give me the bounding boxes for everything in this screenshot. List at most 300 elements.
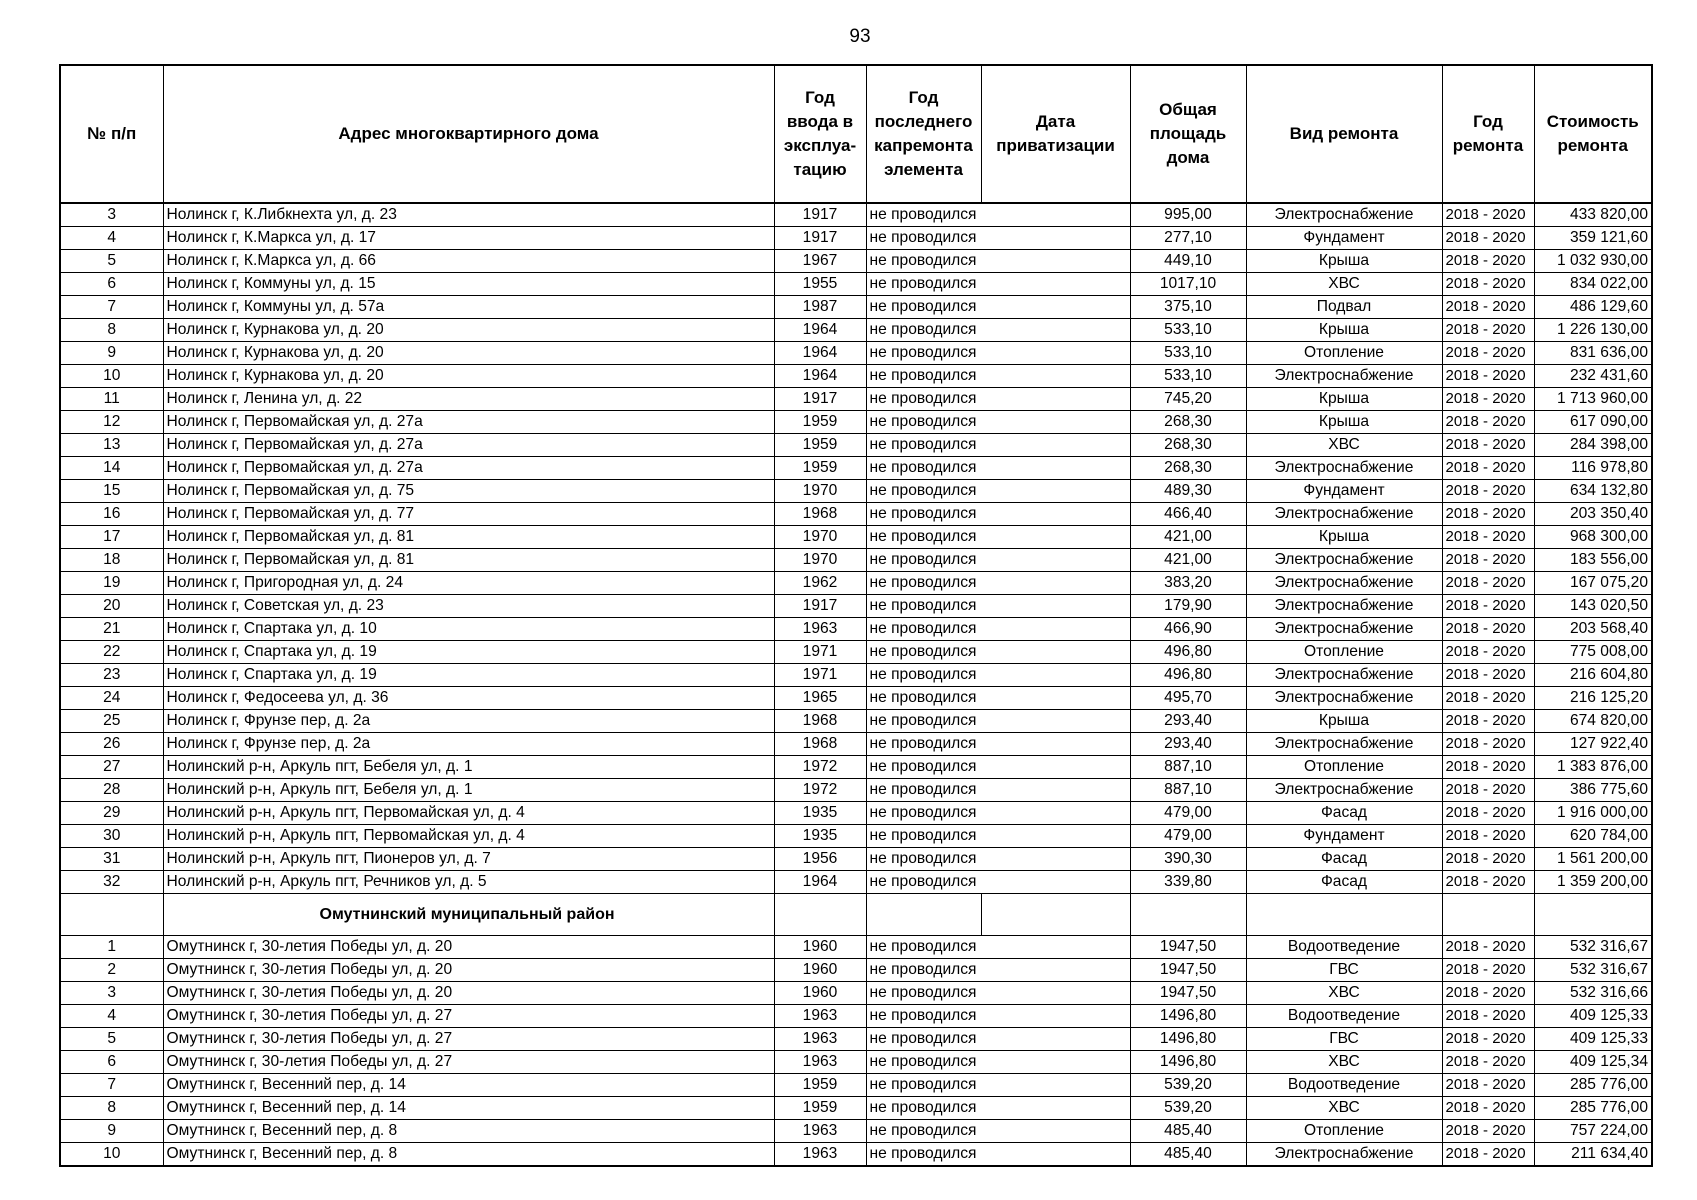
table-row — [60, 203, 1652, 227]
table-row — [60, 1143, 1652, 1167]
row-repair-year: 2018 - 2020 — [1442, 1097, 1534, 1120]
row-cost: 1 032 930,00 — [1534, 250, 1652, 273]
row-year-built: 1970 — [774, 526, 866, 549]
row-last-repair: не проводился — [866, 959, 981, 982]
row-repair-year: 2018 - 2020 — [1442, 733, 1534, 756]
row-cost: 674 820,00 — [1534, 710, 1652, 733]
row-repair-type: Крыша — [1246, 526, 1442, 549]
row-cost: 203 350,40 — [1534, 503, 1652, 526]
row-area: 277,10 — [1130, 227, 1246, 250]
table-row — [60, 434, 1652, 457]
header-cost: Стоимость ремонта — [1534, 65, 1652, 203]
row-repair-year: 2018 - 2020 — [1442, 825, 1534, 848]
row-address: Нолинск г, К.Маркса ул, д. 66 — [163, 250, 774, 273]
row-year-built: 1964 — [774, 871, 866, 894]
row-cost: 968 300,00 — [1534, 526, 1652, 549]
row-last-repair: не проводился — [866, 802, 981, 825]
row-num: 13 — [60, 434, 163, 457]
row-privatization — [981, 365, 1130, 388]
row-address: Нолинск г, Фрунзе пер, д. 2а — [163, 710, 774, 733]
row-privatization — [981, 618, 1130, 641]
row-privatization — [981, 710, 1130, 733]
row-area: 995,00 — [1130, 203, 1246, 227]
table-row — [60, 848, 1652, 871]
row-cost: 617 090,00 — [1534, 411, 1652, 434]
row-last-repair: не проводился — [866, 756, 981, 779]
row-cost: 433 820,00 — [1534, 203, 1652, 227]
row-num: 24 — [60, 687, 163, 710]
row-repair-year: 2018 - 2020 — [1442, 756, 1534, 779]
row-repair-year: 2018 - 2020 — [1442, 296, 1534, 319]
row-cost: 216 604,80 — [1534, 664, 1652, 687]
row-area: 533,10 — [1130, 365, 1246, 388]
row-address: Нолинск г, Коммуны ул, д. 57а — [163, 296, 774, 319]
row-cost: 116 978,80 — [1534, 457, 1652, 480]
row-address: Омутнинск г, Весенний пер, д. 14 — [163, 1097, 774, 1120]
row-repair-year: 2018 - 2020 — [1442, 959, 1534, 982]
table-row — [60, 227, 1652, 250]
table-row — [60, 1028, 1652, 1051]
row-last-repair: не проводился — [866, 480, 981, 503]
section-row-group — [60, 894, 1652, 936]
row-num: 21 — [60, 618, 163, 641]
table-row — [60, 296, 1652, 319]
row-repair-year: 2018 - 2020 — [1442, 1051, 1534, 1074]
row-repair-type: ХВС — [1246, 434, 1442, 457]
row-last-repair: не проводился — [866, 618, 981, 641]
table-row — [60, 1005, 1652, 1028]
row-area: 293,40 — [1130, 733, 1246, 756]
row-year-built: 1960 — [774, 936, 866, 959]
row-num: 9 — [60, 342, 163, 365]
row-repair-year: 2018 - 2020 — [1442, 457, 1534, 480]
section-blank-cost — [1534, 894, 1652, 936]
row-privatization — [981, 1120, 1130, 1143]
row-address: Нолинск г, Первомайская ул, д. 81 — [163, 549, 774, 572]
row-privatization — [981, 296, 1130, 319]
row-privatization — [981, 959, 1130, 982]
row-repair-type: ХВС — [1246, 273, 1442, 296]
row-year-built: 1959 — [774, 1097, 866, 1120]
row-repair-type: Фасад — [1246, 802, 1442, 825]
row-num: 31 — [60, 848, 163, 871]
row-cost: 532 316,66 — [1534, 982, 1652, 1005]
row-area: 533,10 — [1130, 342, 1246, 365]
row-num: 10 — [60, 1143, 163, 1167]
row-repair-year: 2018 - 2020 — [1442, 365, 1534, 388]
row-privatization — [981, 664, 1130, 687]
row-repair-year: 2018 - 2020 — [1442, 434, 1534, 457]
row-last-repair: не проводился — [866, 411, 981, 434]
row-last-repair: не проводился — [866, 296, 981, 319]
row-address: Омутнинск г, 30-летия Победы ул, д. 20 — [163, 936, 774, 959]
table-row — [60, 342, 1652, 365]
row-last-repair: не проводился — [866, 457, 981, 480]
row-area: 390,30 — [1130, 848, 1246, 871]
row-year-built: 1962 — [774, 572, 866, 595]
row-last-repair: не проводился — [866, 1143, 981, 1167]
row-privatization — [981, 572, 1130, 595]
row-repair-year: 2018 - 2020 — [1442, 664, 1534, 687]
row-privatization — [981, 871, 1130, 894]
table-row — [60, 526, 1652, 549]
row-last-repair: не проводился — [866, 1028, 981, 1051]
row-cost: 620 784,00 — [1534, 825, 1652, 848]
table-row — [60, 480, 1652, 503]
row-num: 20 — [60, 595, 163, 618]
row-num: 27 — [60, 756, 163, 779]
row-num: 22 — [60, 641, 163, 664]
row-area: 466,40 — [1130, 503, 1246, 526]
row-area: 421,00 — [1130, 526, 1246, 549]
row-repair-type: Отопление — [1246, 342, 1442, 365]
row-area: 268,30 — [1130, 411, 1246, 434]
row-last-repair: не проводился — [866, 1120, 981, 1143]
row-cost: 143 020,50 — [1534, 595, 1652, 618]
table-row — [60, 871, 1652, 894]
row-privatization — [981, 250, 1130, 273]
row-area: 1947,50 — [1130, 936, 1246, 959]
row-num: 8 — [60, 1097, 163, 1120]
row-repair-type: Водоотведение — [1246, 1074, 1442, 1097]
row-repair-year: 2018 - 2020 — [1442, 1005, 1534, 1028]
row-repair-year: 2018 - 2020 — [1442, 273, 1534, 296]
row-num: 26 — [60, 733, 163, 756]
row-area: 1496,80 — [1130, 1005, 1246, 1028]
row-year-built: 1967 — [774, 250, 866, 273]
table-row — [60, 733, 1652, 756]
row-address: Нолинск г, К.Либкнехта ул, д. 23 — [163, 203, 774, 227]
header-address: Адрес многоквартирного дома — [163, 65, 774, 203]
row-address: Нолинск г, Первомайская ул, д. 77 — [163, 503, 774, 526]
row-privatization — [981, 227, 1130, 250]
row-num: 4 — [60, 1005, 163, 1028]
row-area: 449,10 — [1130, 250, 1246, 273]
table-row — [60, 319, 1652, 342]
row-repair-type: Водоотведение — [1246, 936, 1442, 959]
section-blank-last — [866, 894, 981, 936]
row-year-built: 1963 — [774, 1120, 866, 1143]
row-repair-type: Водоотведение — [1246, 1005, 1442, 1028]
row-area: 479,00 — [1130, 825, 1246, 848]
table-row — [60, 1120, 1652, 1143]
row-year-built: 1964 — [774, 342, 866, 365]
row-area: 466,90 — [1130, 618, 1246, 641]
row-repair-type: Электроснабжение — [1246, 572, 1442, 595]
row-area: 485,40 — [1130, 1120, 1246, 1143]
row-year-built: 1963 — [774, 1005, 866, 1028]
row-privatization — [981, 733, 1130, 756]
row-cost: 532 316,67 — [1534, 936, 1652, 959]
row-cost: 285 776,00 — [1534, 1097, 1652, 1120]
row-address: Нолинск г, Фрунзе пер, д. 2а — [163, 733, 774, 756]
row-last-repair: не проводился — [866, 549, 981, 572]
row-area: 375,10 — [1130, 296, 1246, 319]
row-year-built: 1960 — [774, 959, 866, 982]
row-year-built: 1963 — [774, 1051, 866, 1074]
row-area: 1947,50 — [1130, 982, 1246, 1005]
row-repair-year: 2018 - 2020 — [1442, 411, 1534, 434]
row-repair-year: 2018 - 2020 — [1442, 802, 1534, 825]
row-last-repair: не проводился — [866, 434, 981, 457]
row-repair-type: Фундамент — [1246, 480, 1442, 503]
row-area: 1496,80 — [1130, 1028, 1246, 1051]
row-year-built: 1972 — [774, 756, 866, 779]
header-last-repair: Год последнего капремонта элемента — [866, 65, 981, 203]
row-repair-type: Электроснабжение — [1246, 687, 1442, 710]
row-privatization — [981, 1028, 1130, 1051]
row-privatization — [981, 687, 1130, 710]
row-last-repair: не проводился — [866, 203, 981, 227]
row-num: 14 — [60, 457, 163, 480]
row-privatization — [981, 457, 1130, 480]
row-address: Нолинск г, Спартака ул, д. 10 — [163, 618, 774, 641]
row-privatization — [981, 1143, 1130, 1167]
row-year-built: 1963 — [774, 1028, 866, 1051]
row-repair-year: 2018 - 2020 — [1442, 388, 1534, 411]
table-body-part2 — [60, 936, 1652, 1167]
row-privatization — [981, 1051, 1130, 1074]
row-last-repair: не проводился — [866, 779, 981, 802]
row-year-built: 1971 — [774, 664, 866, 687]
row-last-repair: не проводился — [866, 1097, 981, 1120]
row-num: 6 — [60, 1051, 163, 1074]
row-last-repair: не проводился — [866, 710, 981, 733]
row-repair-type: Электроснабжение — [1246, 203, 1442, 227]
row-address: Нолинский р-н, Аркуль пгт, Бебеля ул, д. 1 — [163, 756, 774, 779]
row-area: 479,00 — [1130, 802, 1246, 825]
row-year-built: 1917 — [774, 595, 866, 618]
row-privatization — [981, 936, 1130, 959]
row-area: 539,20 — [1130, 1074, 1246, 1097]
row-repair-type: ХВС — [1246, 1051, 1442, 1074]
row-address: Омутнинск г, 30-летия Победы ул, д. 27 — [163, 1028, 774, 1051]
repair-table — [59, 64, 1653, 1167]
row-area: 495,70 — [1130, 687, 1246, 710]
row-last-repair: не проводился — [866, 848, 981, 871]
row-address: Нолинск г, Спартака ул, д. 19 — [163, 641, 774, 664]
row-year-built: 1959 — [774, 1074, 866, 1097]
row-repair-year: 2018 - 2020 — [1442, 1120, 1534, 1143]
section-blank-num — [60, 894, 163, 936]
row-privatization — [981, 825, 1130, 848]
row-num: 9 — [60, 1120, 163, 1143]
row-last-repair: не проводился — [866, 825, 981, 848]
table-row — [60, 273, 1652, 296]
table-row — [60, 1097, 1652, 1120]
row-year-built: 1917 — [774, 227, 866, 250]
table-row — [60, 982, 1652, 1005]
row-year-built: 1917 — [774, 203, 866, 227]
row-last-repair: не проводился — [866, 227, 981, 250]
row-num: 17 — [60, 526, 163, 549]
section-blank-year — [774, 894, 866, 936]
row-last-repair: не проводился — [866, 365, 981, 388]
row-year-built: 1968 — [774, 733, 866, 756]
row-privatization — [981, 756, 1130, 779]
row-area: 421,00 — [1130, 549, 1246, 572]
row-num: 1 — [60, 936, 163, 959]
row-repair-type: ГВС — [1246, 1028, 1442, 1051]
row-repair-year: 2018 - 2020 — [1442, 595, 1534, 618]
row-cost: 359 121,60 — [1534, 227, 1652, 250]
row-num: 7 — [60, 296, 163, 319]
row-address: Нолинск г, Курнакова ул, д. 20 — [163, 319, 774, 342]
row-area: 489,30 — [1130, 480, 1246, 503]
table-row — [60, 457, 1652, 480]
row-address: Нолинск г, Коммуны ул, д. 15 — [163, 273, 774, 296]
row-privatization — [981, 342, 1130, 365]
row-privatization — [981, 434, 1130, 457]
row-area: 339,80 — [1130, 871, 1246, 894]
row-num: 2 — [60, 959, 163, 982]
row-num: 6 — [60, 273, 163, 296]
table-row — [60, 802, 1652, 825]
row-repair-year: 2018 - 2020 — [1442, 641, 1534, 664]
row-address: Омутнинск г, Весенний пер, д. 8 — [163, 1120, 774, 1143]
row-num: 16 — [60, 503, 163, 526]
row-privatization — [981, 503, 1130, 526]
header-year-built: Год ввода в эксплуа-тацию — [774, 65, 866, 203]
header-repair-year: Год ремонта — [1442, 65, 1534, 203]
row-year-built: 1970 — [774, 480, 866, 503]
row-privatization — [981, 388, 1130, 411]
row-cost: 167 075,20 — [1534, 572, 1652, 595]
row-privatization — [981, 802, 1130, 825]
row-privatization — [981, 848, 1130, 871]
row-area: 179,90 — [1130, 595, 1246, 618]
row-repair-year: 2018 - 2020 — [1442, 203, 1534, 227]
table-row — [60, 618, 1652, 641]
row-cost: 532 316,67 — [1534, 959, 1652, 982]
row-last-repair: не проводился — [866, 342, 981, 365]
row-year-built: 1972 — [774, 779, 866, 802]
row-repair-type: Отопление — [1246, 1120, 1442, 1143]
row-cost: 409 125,34 — [1534, 1051, 1652, 1074]
row-num: 23 — [60, 664, 163, 687]
row-cost: 284 398,00 — [1534, 434, 1652, 457]
row-num: 25 — [60, 710, 163, 733]
row-cost: 757 224,00 — [1534, 1120, 1652, 1143]
row-cost: 634 132,80 — [1534, 480, 1652, 503]
row-repair-year: 2018 - 2020 — [1442, 871, 1534, 894]
table-row — [60, 756, 1652, 779]
row-last-repair: не проводился — [866, 687, 981, 710]
row-cost: 834 022,00 — [1534, 273, 1652, 296]
row-repair-type: Отопление — [1246, 641, 1442, 664]
row-cost: 211 634,40 — [1534, 1143, 1652, 1167]
row-address: Нолинский р-н, Аркуль пгт, Бебеля ул, д. 1 — [163, 779, 774, 802]
row-cost: 831 636,00 — [1534, 342, 1652, 365]
row-num: 5 — [60, 1028, 163, 1051]
row-num: 8 — [60, 319, 163, 342]
row-repair-year: 2018 - 2020 — [1442, 250, 1534, 273]
row-privatization — [981, 1097, 1130, 1120]
table-row — [60, 687, 1652, 710]
row-repair-type: ГВС — [1246, 959, 1442, 982]
row-repair-type: Крыша — [1246, 388, 1442, 411]
row-address: Нолинск г, Курнакова ул, д. 20 — [163, 365, 774, 388]
row-repair-year: 2018 - 2020 — [1442, 618, 1534, 641]
row-privatization — [981, 411, 1130, 434]
row-year-built: 1963 — [774, 618, 866, 641]
row-last-repair: не проводился — [866, 595, 981, 618]
row-cost: 216 125,20 — [1534, 687, 1652, 710]
header-num: № п/п — [60, 65, 163, 203]
row-repair-year: 2018 - 2020 — [1442, 1074, 1534, 1097]
row-last-repair: не проводился — [866, 982, 981, 1005]
section-blank-area — [1130, 894, 1246, 936]
row-repair-type: ХВС — [1246, 1097, 1442, 1120]
row-last-repair: не проводился — [866, 503, 981, 526]
row-repair-type: Электроснабжение — [1246, 595, 1442, 618]
row-year-built: 1968 — [774, 710, 866, 733]
row-repair-type: Отопление — [1246, 756, 1442, 779]
row-repair-year: 2018 - 2020 — [1442, 982, 1534, 1005]
row-area: 887,10 — [1130, 779, 1246, 802]
row-cost: 1 359 200,00 — [1534, 871, 1652, 894]
row-repair-type: Электроснабжение — [1246, 457, 1442, 480]
row-num: 30 — [60, 825, 163, 848]
row-year-built: 1959 — [774, 457, 866, 480]
row-cost: 409 125,33 — [1534, 1005, 1652, 1028]
row-year-built: 1964 — [774, 365, 866, 388]
row-repair-year: 2018 - 2020 — [1442, 526, 1534, 549]
section-blank-type — [1246, 894, 1442, 936]
row-last-repair: не проводился — [866, 273, 981, 296]
table-row — [60, 1051, 1652, 1074]
row-area: 533,10 — [1130, 319, 1246, 342]
row-area: 1496,80 — [1130, 1051, 1246, 1074]
row-year-built: 1956 — [774, 848, 866, 871]
row-repair-type: Фундамент — [1246, 825, 1442, 848]
section-row — [60, 894, 1652, 936]
row-area: 383,20 — [1130, 572, 1246, 595]
row-repair-type: Электроснабжение — [1246, 1143, 1442, 1167]
row-num: 11 — [60, 388, 163, 411]
row-privatization — [981, 273, 1130, 296]
header-privatization: Дата приватизации — [981, 65, 1130, 203]
row-repair-year: 2018 - 2020 — [1442, 227, 1534, 250]
row-last-repair: не проводился — [866, 871, 981, 894]
row-repair-type: ХВС — [1246, 982, 1442, 1005]
row-repair-type: Фасад — [1246, 871, 1442, 894]
row-address: Омутнинск г, 30-летия Победы ул, д. 27 — [163, 1005, 774, 1028]
row-year-built: 1959 — [774, 434, 866, 457]
row-repair-type: Электроснабжение — [1246, 549, 1442, 572]
row-repair-type: Крыша — [1246, 710, 1442, 733]
row-year-built: 1968 — [774, 503, 866, 526]
row-address: Нолинск г, Курнакова ул, д. 20 — [163, 342, 774, 365]
row-privatization — [981, 526, 1130, 549]
row-address: Омутнинск г, 30-летия Победы ул, д. 27 — [163, 1051, 774, 1074]
row-last-repair: не проводился — [866, 250, 981, 273]
row-last-repair: не проводился — [866, 733, 981, 756]
row-last-repair: не проводился — [866, 319, 981, 342]
table-row — [60, 664, 1652, 687]
row-address: Нолинский р-н, Аркуль пгт, Пионеров ул, д. 7 — [163, 848, 774, 871]
row-area: 1947,50 — [1130, 959, 1246, 982]
row-address: Нолинск г, К.Маркса ул, д. 17 — [163, 227, 774, 250]
table-row — [60, 503, 1652, 526]
row-cost: 1 226 130,00 — [1534, 319, 1652, 342]
row-repair-year: 2018 - 2020 — [1442, 710, 1534, 733]
row-repair-year: 2018 - 2020 — [1442, 549, 1534, 572]
row-repair-type: Крыша — [1246, 411, 1442, 434]
row-cost: 127 922,40 — [1534, 733, 1652, 756]
row-address: Омутнинск г, Весенний пер, д. 8 — [163, 1143, 774, 1167]
row-repair-year: 2018 - 2020 — [1442, 342, 1534, 365]
